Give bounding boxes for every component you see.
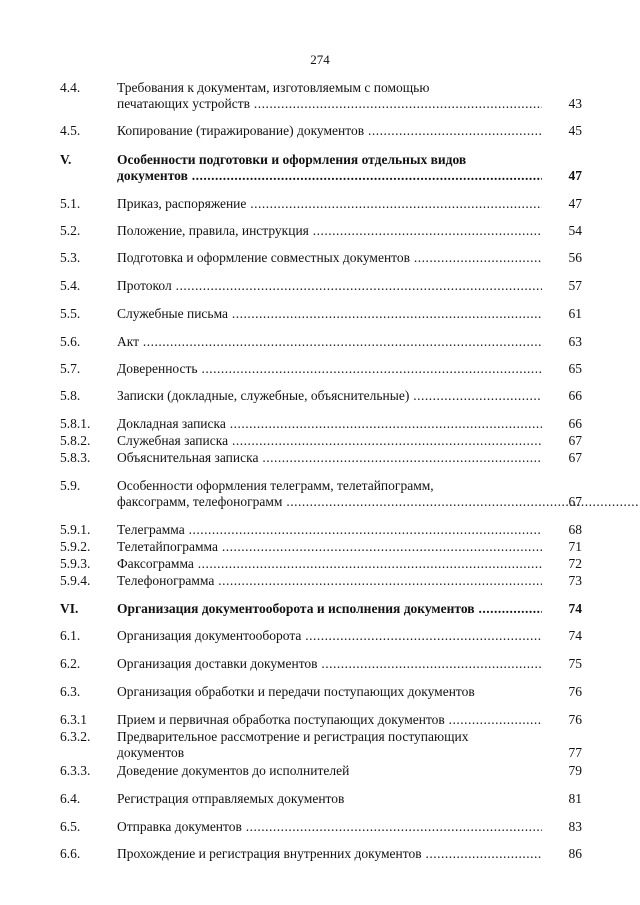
toc-entry-page: 71 (568, 539, 582, 554)
toc-entry-page: 75 (568, 656, 582, 671)
toc-entry-page: 43 (568, 96, 582, 111)
toc-entry-page: 67 (568, 433, 582, 448)
toc-entry-title: Объяснительная записка ..... (117, 450, 542, 466)
toc-entry-number: 5.8. (60, 388, 81, 403)
toc-entry-number: 5.4. (60, 278, 81, 293)
toc-entry-page: 74 (568, 601, 582, 616)
toc-entry-page: 47 (568, 168, 582, 183)
toc-entry-number: 6.4. (60, 791, 81, 806)
toc-entry-number: 6.6. (60, 846, 81, 861)
toc-entry-title: Служебные письма ..... (117, 306, 542, 322)
toc-entry-title: Предварительное рассмотрение и регистрация поступающих документов (117, 729, 469, 760)
toc-entry-page: 67 (568, 494, 582, 509)
toc-entry-title: Прием и первичная обработка поступающих документов ..... (117, 712, 542, 728)
toc-entry-title: Копирование (тиражирование) документов ..... (117, 123, 542, 139)
toc-entry-number: 6.1. (60, 628, 81, 643)
toc-entry-page: 54 (568, 223, 582, 238)
toc-entry-number: 5.2. (60, 223, 81, 238)
toc-entry-title: Телеграмма ..... (117, 522, 542, 538)
toc-entry-number: 5.7. (60, 361, 81, 376)
toc-entry-title: Докладная записка ..... (117, 416, 542, 432)
toc-entry-title: Акт ..... (117, 334, 542, 350)
toc-entry-number: 4.5. (60, 123, 81, 138)
toc-entry-number: 6.3.2. (60, 729, 91, 744)
toc-entry-title: Особенности оформления телеграмм, телетайпограмм, факсограмм, телефонограмм ..... (117, 478, 542, 510)
toc-entry-number: 5.9.3. (60, 556, 91, 571)
toc-entry-page: 66 (568, 388, 582, 403)
toc-entry-page: 47 (568, 196, 582, 211)
toc-entry-title: Доведение документов до исполнителей (117, 763, 350, 778)
toc-entry-number: 6.3. (60, 684, 81, 699)
toc-entry-title: Особенности подготовки и оформления отдельных видов документов ..... (117, 152, 542, 184)
toc-entry-number: 5.8.1. (60, 416, 91, 431)
toc-entry-title: Факсограмма ..... (117, 556, 542, 572)
toc-entry-title: Доверенность ..... (117, 361, 542, 377)
toc-entry-page: 63 (568, 334, 582, 349)
toc-entry-page: 79 (568, 763, 582, 778)
toc-entry-number: 5.9.4. (60, 573, 91, 588)
toc-entry-page: 73 (568, 573, 582, 588)
toc-entry-number: 6.3.3. (60, 763, 91, 778)
toc-entry-title: Положение, правила, инструкция ..... (117, 223, 542, 239)
toc-entry-page: 68 (568, 522, 582, 537)
toc-entry-page: 66 (568, 416, 582, 431)
toc-entry-number: 5.8.3. (60, 450, 91, 465)
toc-entry-number: 5.9.2. (60, 539, 91, 554)
toc-entry-title: Организация документооборота и исполнения документов ..... (117, 601, 542, 617)
toc-entry-title: Организация доставки документов ..... (117, 656, 542, 672)
toc-entry-number: 5.5. (60, 306, 81, 321)
toc-entry-title: Организация документооборота ..... (117, 628, 542, 644)
toc-entry-page: 67 (568, 450, 582, 465)
page-number: 274 (310, 52, 330, 67)
toc-entry-number: 5.9.1. (60, 522, 91, 537)
toc-entry-page: 74 (568, 628, 582, 643)
toc-entry-number: 5.6. (60, 334, 81, 349)
toc-entry-page: 65 (568, 361, 582, 376)
toc-entry-number: VI. (60, 601, 79, 616)
toc-entry-page: 72 (568, 556, 582, 571)
toc-entry-page: 83 (568, 819, 582, 834)
toc-entry-number: 4.4. (60, 80, 81, 95)
toc-entry-page: 76 (568, 684, 582, 699)
toc-entry-page: 77 (568, 745, 582, 760)
toc-entry-number: V. (60, 152, 72, 167)
toc-entry-number: 5.3. (60, 250, 81, 265)
toc-entry-title: Отправка документов ..... (117, 819, 542, 835)
toc-entry-number: 5.8.2. (60, 433, 91, 448)
toc-entry-title: Приказ, распоряжение ..... (117, 196, 542, 212)
toc-entry-number: 6.3.1 (60, 712, 87, 727)
toc-entry-page: 57 (568, 278, 582, 293)
toc-entry-title: Регистрация отправляемых документов (117, 791, 345, 806)
toc-entry-title: Телетайпограмма ..... (117, 539, 542, 555)
toc-entry-page: 61 (568, 306, 582, 321)
toc-entry-number: 6.2. (60, 656, 81, 671)
toc-entry-page: 76 (568, 712, 582, 727)
toc-entry-title: Организация обработки и передачи поступающих документов (117, 684, 475, 699)
toc-entry-title: Протокол ..... (117, 278, 542, 294)
toc-entry-number: 5.1. (60, 196, 81, 211)
toc-entry-title: Требования к документам, изготовляемым с помощью печатающих устройств ..... (117, 80, 542, 112)
toc-entry-page: 45 (568, 123, 582, 138)
toc-entry-title: Записки (докладные, служебные, объяснительные) ..... (117, 388, 542, 404)
toc-entry-number: 5.9. (60, 478, 81, 493)
toc-entry-title: Служебная записка ..... (117, 433, 542, 449)
toc-entry-title: Подготовка и оформление совместных документов ..... (117, 250, 542, 266)
toc-entry-page: 81 (568, 791, 582, 806)
toc-entry-title: Телефонограмма ..... (117, 573, 542, 589)
toc-entry-page: 56 (568, 250, 582, 265)
toc-entry-title: Прохождение и регистрация внутренних документов ..... (117, 846, 542, 862)
toc-entry-page: 86 (568, 846, 582, 861)
toc-entry-number: 6.5. (60, 819, 81, 834)
